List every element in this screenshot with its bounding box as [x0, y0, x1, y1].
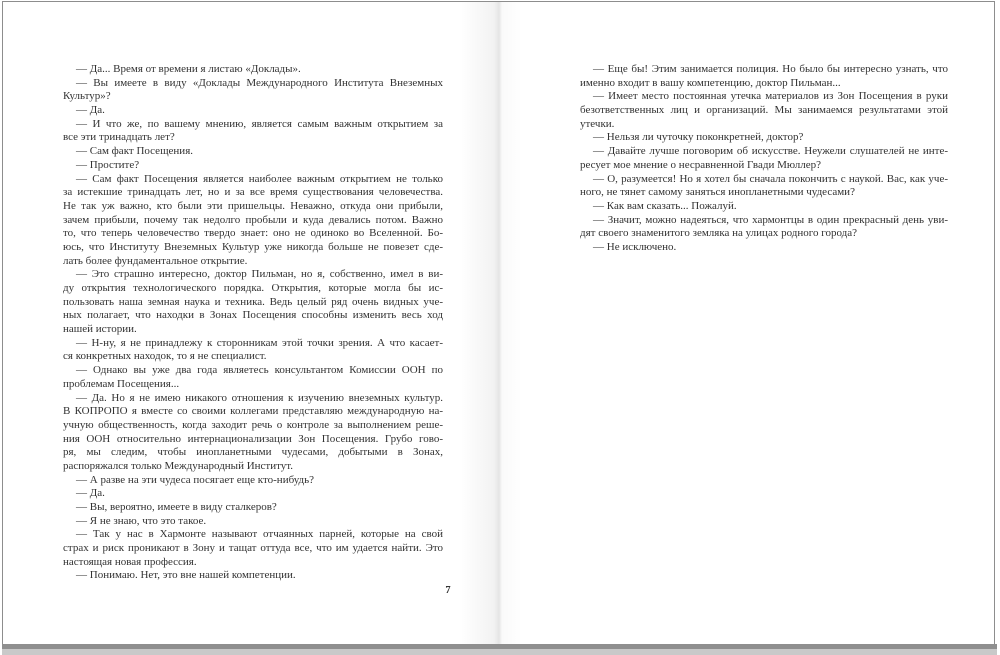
text-line: — Сам факт Посещения. — [76, 145, 193, 158]
text-line: распоряжался только Международный Институт. — [63, 459, 294, 472]
text-line: именно входит в вашу компетенцию, доктор Пильман... — [580, 76, 841, 89]
text-line: В КОПРОПО я вместе со своими коллегами представляю международную на- — [63, 405, 443, 418]
text-line: страх и риск проникают в Зону и тащат оттуда все, что им удается найти. Это — [63, 542, 443, 555]
text-line: — Не исключено. — [593, 240, 677, 253]
text-line: утечки. — [580, 117, 615, 130]
text-line: — Да. Но я не имею никакого отношения к изучению внеземных культур. — [76, 391, 443, 404]
text-line: дят своего знаменитого земляка на улицах родного города? — [580, 227, 858, 240]
book-page-spread — [2, 1, 995, 644]
text-line: — Да. — [76, 104, 105, 117]
text-line: все эти тринадцать лет? — [63, 131, 175, 144]
page-number-folio: 7 — [445, 585, 451, 596]
text-line: — И что же, по вашему мнению, является самым важным открытием за — [76, 117, 443, 130]
text-line: — Вы имеете в виду «Доклады Международного Института Внеземных — [76, 76, 443, 89]
text-line: — Вы, вероятно, имеете в виду сталкеров? — [76, 501, 277, 513]
text-line: лать более фундаментальное открытие. — [63, 254, 248, 267]
text-line: за истекшие тринадцать лет, но и за все время существования человечества. — [63, 186, 443, 199]
text-line: — Да. — [76, 487, 105, 500]
text-line: — Н-ну, я не принадлежу к сторонникам этой точки зрения. А что касает- — [76, 336, 443, 349]
text-line: ния ООН относительно интернационализации Зон Посещения. Грубо гово- — [63, 432, 443, 445]
text-line: зачем прибыли, почему так недолго пробыли и куда девались потом. Важно — [63, 213, 443, 226]
text-line: Культур»? — [63, 90, 111, 103]
text-line: учную общественность, когда заходит речь о контроле за выполнением реше- — [63, 418, 443, 431]
text-line: ся конкретных находок, то я не специалист. — [63, 350, 267, 363]
text-line: — А разве на эти чудеса посягает еще кто-нибудь? — [76, 473, 315, 486]
text-line: Не так уж важно, кто были эти пришельцы. Неважно, откуда они прибыли, — [63, 199, 443, 212]
text-line: — Сам факт Посещения является наиболее важным открытием не только — [76, 172, 443, 185]
text-line: пользовать наша земная наука и техника. Ведь целый ряд очень видных уче- — [63, 295, 443, 308]
text-line: — Значит, можно надеяться, что хармонтцы в один прекрасный день уви- — [593, 213, 948, 226]
text-line: — Имеет место постоянная утечка материалов из Зон Посещения в руки — [593, 90, 948, 103]
text-line: — Давайте лучше поговорим об искусстве. Неужели слушателей не инте- — [593, 145, 948, 158]
text-line: — Понимаю. Нет, это вне нашей компетенции. — [76, 569, 296, 582]
text-line: ду открытия технологического порядка. Открытия, которые могла бы ис- — [63, 282, 443, 294]
text-line: — Как вам сказать... Пожалуй. — [593, 199, 737, 212]
text-line: — Еще бы! Этим занимается полиция. Но было бы интересно узнать, что — [593, 63, 948, 75]
book-bottom-shadow — [2, 649, 997, 655]
text-line: нашей истории. — [63, 323, 137, 336]
text-line: юсь, что Институту Внеземных Культур уже никогда больше не повезет сде- — [63, 240, 443, 253]
text-line: настоящая новая профессия. — [63, 555, 197, 568]
text-line: — Так у нас в Хармонте называют отчаянных парней, которые на свой — [76, 528, 443, 541]
text-line: — Да... Время от времени я листаю «Доклады». — [76, 63, 301, 75]
text-line: безответственных лиц и организаций. Мы занимаемся результатами этой — [580, 104, 948, 117]
text-line: проблемам Посещения... — [63, 377, 180, 390]
text-line: — Это страшно интересно, доктор Пильман, но я, собственно, имел в ви- — [76, 268, 443, 281]
text-line: ного, не тянет самому заняться инопланетными чудесами? — [580, 186, 855, 199]
text-line: то, что теперь человечество твердо знает: оно не одиноко во Вселенной. Бо- — [63, 227, 443, 240]
right-page-text — [580, 63, 948, 255]
text-line: ря, мы следим, чтобы инопланетными чудесами, добытыми в Зонах, — [63, 446, 443, 459]
text-line: ных полагает, что находки в Зонах Посещения способны изменить весь ход — [63, 309, 443, 322]
text-line: — Нельзя ли чуточку поконкретней, доктор? — [593, 131, 804, 144]
text-line: — Однако вы уже два года являетесь консультантом Комиссии ООН по — [76, 364, 443, 377]
text-line: — Я не знаю, что это такое. — [76, 514, 207, 527]
text-line: — Простите? — [76, 158, 140, 171]
left-page-text — [63, 63, 443, 583]
text-line: — О, разумеется! Но я хотел бы сначала покончить с наукой. Вас, как уче- — [593, 172, 948, 185]
text-line: ресует мое мнение о несравненной Гвади Мюллер? — [580, 158, 822, 171]
